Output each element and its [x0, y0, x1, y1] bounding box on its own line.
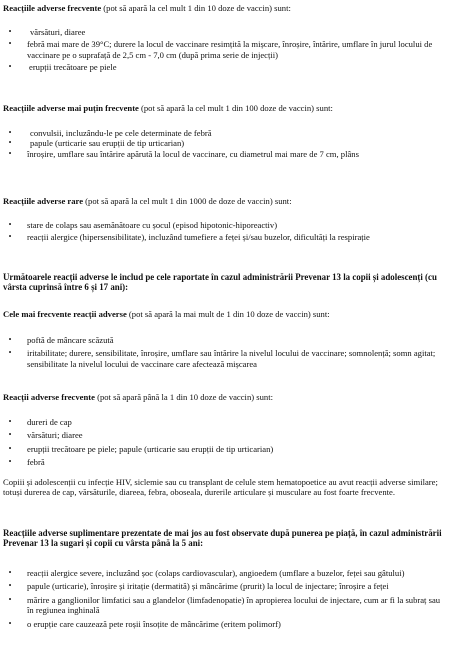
list-item: • febră: [0, 457, 445, 467]
list-item: • mărire a ganglionilor limfatici sau a glandelor (limfadenopatie) în apropierea locului de injectare, cum ar fi la subraț sau în regiunea inghinală: [0, 595, 445, 616]
bullet-icon: •: [8, 62, 12, 72]
list-postmarket: [0, 568, 445, 629]
bullet-icon: •: [8, 220, 12, 229]
bullet-icon: •: [8, 417, 12, 426]
list-less-frequent: [0, 128, 445, 159]
bullet-icon: •: [8, 443, 12, 453]
bullet-icon: •: [8, 232, 12, 242]
bullet-icon: •: [8, 430, 12, 440]
list-most-frequent: [0, 335, 445, 369]
bullet-icon: •: [8, 618, 12, 628]
bullet-icon: •: [8, 27, 12, 36]
children-intro-heading: Următoarele reacții adverse le includ pe cele raportate în cazul administrării Prevenar 13 la copii și adolescenți (cu vârsta cuprinsă între 6 și 17 ani):: [3, 272, 437, 293]
bullet-icon: •: [8, 457, 12, 467]
section-heading-frequent-children: Reacții adverse frecvente (pot să apară până la 1 din 10 doze de vaccin) sunt:: [3, 392, 273, 402]
bullet-icon: •: [8, 581, 12, 591]
section-heading-rare: Reacțiile adverse rare (pot să apară la cel mult 1 din 1000 de doze de vaccin) sunt:: [3, 196, 292, 206]
section-heading-frequent: Reacțiile adverse frecvente (pot să apară la cel mult 1 din 10 doze de vaccin) sunt:: [3, 3, 291, 13]
bullet-icon: •: [8, 335, 12, 344]
list-item: • dureri de cap: [0, 417, 445, 427]
bullet-icon: •: [8, 348, 12, 358]
list-item: • iritabilitate; durere, sensibilitate, înroșire, umflare sau întărire la nivelul locului de vaccinare; somnolență; somn agitat; sensibilitate la nivelul locului de vaccinare care afectează mișcarea: [0, 348, 445, 369]
list-item: • reacții alergice (hipersensibilitate), incluzând tumefiere a feței și/sau buzelor, dificultăți la respirație: [0, 232, 445, 242]
list-item: • stare de colaps sau asemănătoare cu șocul (episod hipotonic-hiporeactiv): [0, 220, 445, 230]
hiv-paragraph: Copiii și adolescenții cu infecție HIV, siclemie sau cu transplant de celule stem hematopoetice au avut reacții adverse similare; totuși durerea de cap, vărsăturile, diareea, febra, oboseala, durerile articulare și musculare au fost foarte frecvente.: [3, 477, 438, 498]
list-item: • erupții trecătoare pe piele; papule (urticarie sau erupții de tip urticarian): [0, 444, 445, 454]
bullet-icon: •: [8, 138, 12, 148]
list-item: • o erupție care cauzează pete roșii însoțite de mâncărime (eritem polimorf): [0, 619, 445, 629]
list-item: • convulsii, incluzându-le pe cele determinate de febră: [0, 128, 445, 138]
list-item: • vărsături; diaree: [0, 430, 445, 440]
postmarket-heading: Reacțiile adverse suplimentare prezentate de mai jos au fost observate după punerea pe piață, în cazul administrării Prevenar 13 la sugari și copii cu vârsta până la 5 ani:: [3, 528, 442, 549]
bullet-icon: •: [8, 594, 12, 604]
list-item: • vărsături, diaree: [0, 27, 445, 37]
section-heading-less-frequent: Reacțiile adverse mai puțin frecvente (pot să apară la cel mult 1 din 100 doze de vaccin) sunt:: [3, 103, 333, 113]
list-frequent: [0, 27, 445, 73]
bullet-icon: •: [8, 148, 12, 158]
bullet-icon: •: [8, 568, 12, 577]
bullet-icon: •: [8, 128, 12, 137]
list-rare: [0, 220, 445, 243]
list-item: • reacții alergice severe, incluzând șoc (colaps cardiovascular), angioedem (umflare a buzelor, feței sau gâtului): [0, 568, 445, 578]
section-heading-most-frequent: Cele mai frecvente reacții adverse (pot să apară la mai mult de 1 din 10 doze de vaccin) sunt:: [3, 309, 330, 319]
list-item: • papule (urticarie), înroșire și iritație (dermatită) și mâncărime (prurit) la locul de injectare; înroșire a feței: [0, 581, 445, 591]
list-item: • înroșire, umflare sau întărire apărută la locul de vaccinare, cu diametrul mai mare de 7 cm, plâns: [0, 149, 445, 159]
list-item: • poftă de mâncare scăzută: [0, 335, 445, 345]
bullet-icon: •: [8, 39, 12, 49]
list-frequent-children: [0, 417, 445, 468]
list-item: • papule (urticarie sau erupții de tip urticarian): [0, 138, 445, 148]
list-item: • erupții trecătoare pe piele: [0, 62, 445, 72]
list-item: • febră mai mare de 39°C; durere la locul de vaccinare resimțită la mișcare, înroșire, întărire, umflare în jurul locului de vaccinare pe o suprafață de 2,5 cm - 7,0 cm (după prima serie de injecții): [0, 39, 445, 60]
